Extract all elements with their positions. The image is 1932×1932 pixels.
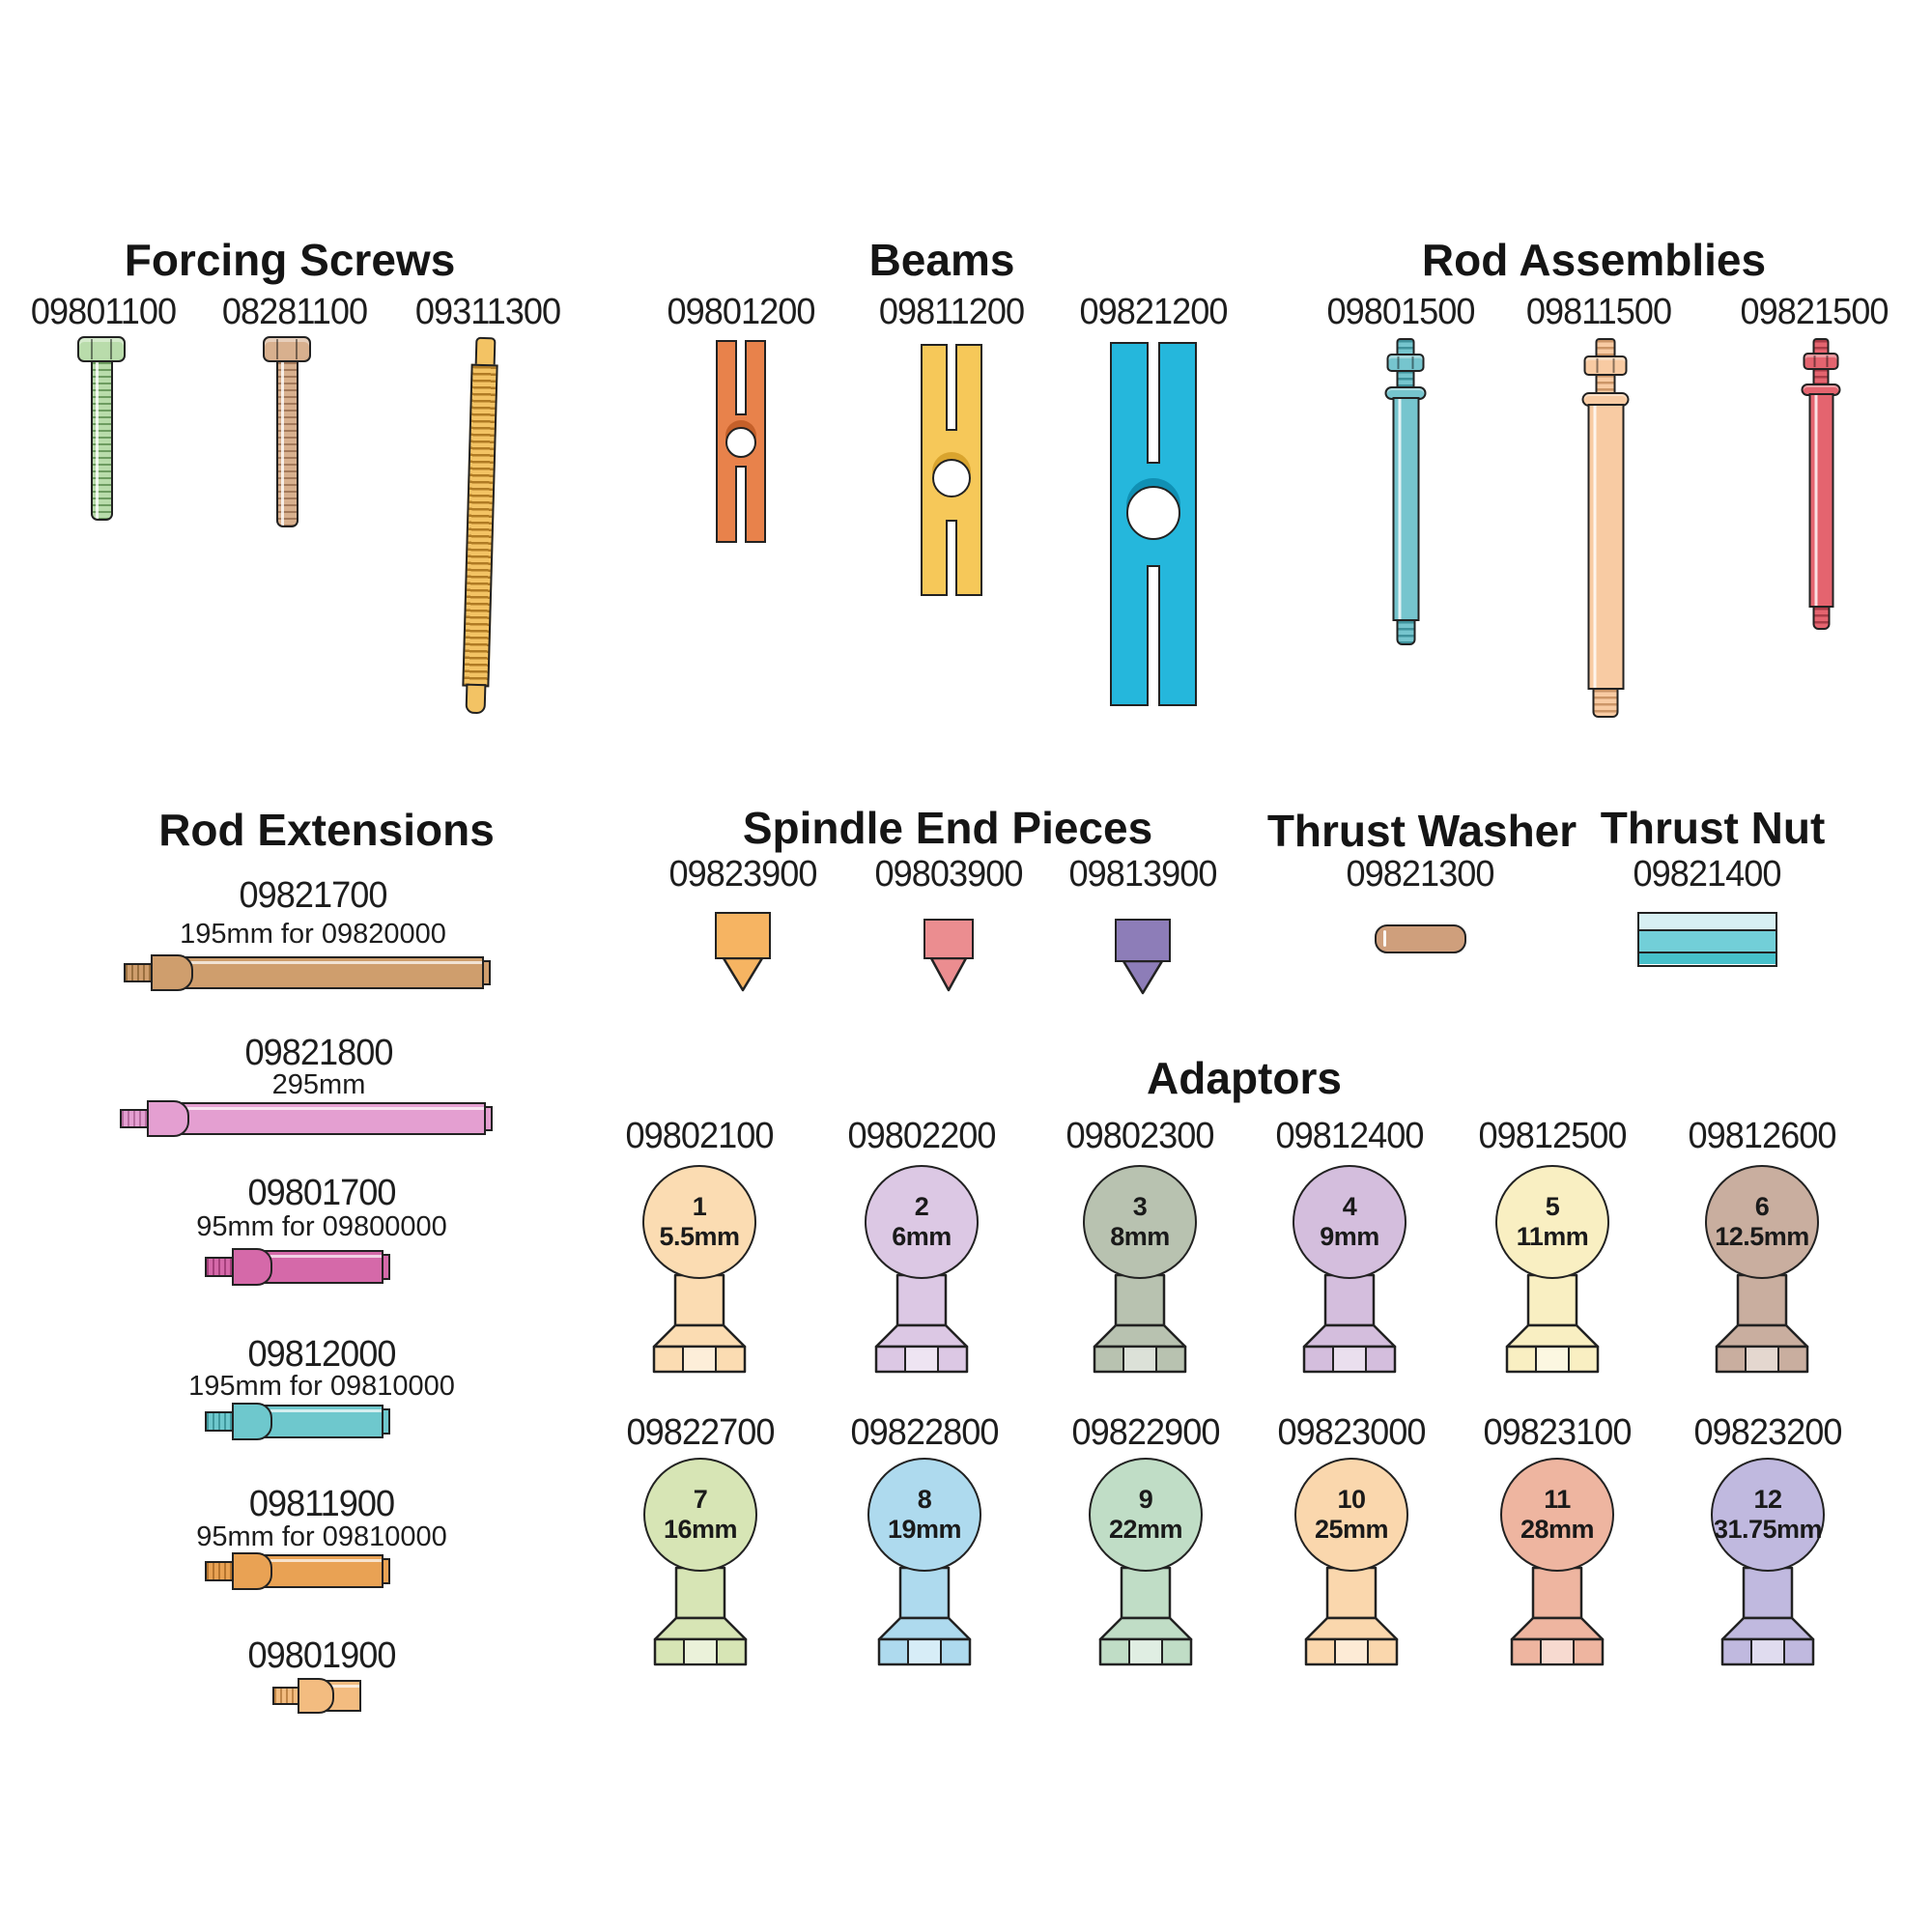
bolt-shaft [91, 360, 113, 521]
socket-cap [232, 1403, 272, 1440]
spindle-point [923, 957, 974, 992]
beam-slot [1147, 342, 1160, 464]
beam-slot [946, 520, 957, 596]
end-lip [482, 960, 491, 985]
beam-slot [1147, 565, 1160, 706]
part-number: 09823900 [668, 854, 817, 895]
part-number: 09802300 [1065, 1116, 1214, 1156]
adaptor-size: 25mm [1314, 1515, 1389, 1544]
adaptor-number: 9 [1138, 1484, 1153, 1514]
section-title-rod-assemblies: Rod Assemblies [1421, 235, 1767, 285]
adaptor-head [1089, 1458, 1203, 1572]
forcing-screw-illustration [263, 336, 311, 527]
extension-body [149, 1102, 486, 1135]
adaptor-number: 6 [1754, 1191, 1770, 1221]
part-number: 09823100 [1483, 1412, 1632, 1453]
part-caption: 95mm for 09810000 [196, 1521, 447, 1552]
part-number: 09822700 [626, 1412, 775, 1453]
part-number: 09811900 [248, 1484, 395, 1524]
socket-cap [232, 1248, 272, 1286]
threaded-tip [1812, 606, 1830, 630]
end-lip [382, 1408, 390, 1435]
beam-slot [735, 340, 747, 415]
nut [1584, 355, 1628, 376]
adaptor-illustration [1705, 1165, 1819, 1374]
adaptor-illustration [1711, 1458, 1825, 1666]
adaptor-base [876, 1566, 973, 1666]
part-number: 09821700 [239, 875, 387, 916]
threaded-tip [1396, 619, 1415, 645]
end-lip [484, 1106, 493, 1131]
adaptor-base [652, 1566, 749, 1666]
part-caption: 95mm for 09800000 [196, 1211, 447, 1242]
rod-extension-illustration [124, 956, 491, 989]
adaptor-head [1083, 1165, 1197, 1279]
threaded-section [1596, 373, 1616, 394]
adaptor-base [651, 1273, 748, 1374]
adaptor-size: 6mm [892, 1222, 952, 1251]
spindle-block [923, 919, 974, 959]
adaptor-head [642, 1165, 756, 1279]
rod-assembly-illustration [1582, 338, 1630, 718]
rod-extension-illustration [205, 1250, 390, 1284]
part-number: 09822800 [850, 1412, 999, 1453]
adaptor-number: 5 [1545, 1191, 1560, 1221]
part-number: 09801900 [247, 1635, 396, 1676]
nut-top-band [1639, 914, 1776, 929]
adaptor-head [867, 1458, 981, 1572]
nut [1804, 353, 1839, 370]
beam-hole [725, 427, 756, 458]
adaptor-size: 12.5mm [1715, 1222, 1809, 1251]
adaptor-head [865, 1165, 979, 1279]
adaptor-head [1705, 1165, 1819, 1279]
part-number: 09812400 [1275, 1116, 1424, 1156]
part-number: 09822900 [1071, 1412, 1220, 1453]
bolt-head [77, 336, 126, 362]
adaptor-size: 22mm [1108, 1515, 1183, 1544]
part-number: 09802100 [625, 1116, 774, 1156]
rod-assembly-illustration [1802, 338, 1841, 630]
adaptor-size: 19mm [887, 1515, 962, 1544]
adaptor-base [873, 1273, 970, 1374]
socket-cap [147, 1100, 189, 1137]
section-title-beams: Beams [868, 235, 1015, 285]
part-number: 09813900 [1068, 854, 1217, 895]
adaptor-illustration [1083, 1165, 1197, 1374]
adaptor-size: 16mm [663, 1515, 738, 1544]
adaptor-size: 8mm [1110, 1222, 1170, 1251]
adaptor-base [1714, 1273, 1810, 1374]
adaptor-illustration [1293, 1165, 1406, 1374]
part-number: 09801100 [30, 292, 177, 332]
adaptor-head [1500, 1458, 1614, 1572]
adaptor-base [1097, 1566, 1194, 1666]
thrust-washer-illustration [1375, 924, 1466, 953]
part-number: 09801700 [247, 1173, 396, 1213]
rod-extension-illustration [205, 1405, 390, 1438]
part-caption: 195mm for 09820000 [180, 919, 446, 950]
spindle-block [1115, 919, 1171, 962]
section-title-thrust-nut: Thrust Nut [1600, 803, 1826, 853]
adaptor-size: 11mm [1516, 1222, 1589, 1251]
beam-hole [1126, 486, 1180, 540]
adaptor-illustration [1495, 1165, 1609, 1374]
adaptor-number: 10 [1337, 1484, 1366, 1514]
socket-cap [232, 1552, 272, 1590]
adaptor-size: 31.75mm [1713, 1515, 1823, 1544]
rod-tip [465, 684, 486, 715]
nut-mid-band [1639, 929, 1776, 953]
section-title-adaptors: Adaptors [1147, 1053, 1342, 1103]
section-title-rod-extensions: Rod Extensions [158, 805, 495, 855]
socket-cap [151, 954, 193, 991]
rod-shaft [1392, 397, 1419, 621]
spindle-block [715, 912, 771, 959]
part-number: 09821400 [1633, 854, 1781, 895]
socket-cap [298, 1678, 334, 1714]
part-number: 09311300 [414, 292, 561, 332]
beam-slot [946, 344, 957, 431]
part-number: 09812600 [1688, 1116, 1836, 1156]
adaptor-number: 8 [917, 1484, 932, 1514]
part-number: 09801500 [1326, 292, 1475, 332]
bolt-head [263, 336, 311, 362]
part-number: 09803900 [874, 854, 1023, 895]
adaptor-illustration [642, 1165, 756, 1374]
adaptor-base [1303, 1566, 1400, 1666]
rod-extension-illustration [205, 1554, 390, 1588]
adaptor-head [1293, 1165, 1406, 1279]
nut [1387, 354, 1425, 372]
beam-illustration [716, 340, 766, 543]
part-number: 09823000 [1277, 1412, 1426, 1453]
adaptor-number: 11 [1544, 1484, 1571, 1514]
adaptor-head [643, 1458, 757, 1572]
rod-extension-illustration [272, 1680, 361, 1712]
part-number: 09811200 [878, 292, 1025, 332]
adaptor-illustration [1500, 1458, 1614, 1666]
part-number: 09811500 [1525, 292, 1672, 332]
part-caption: 195mm for 09810000 [188, 1371, 455, 1402]
rod-tip [474, 337, 496, 367]
part-number: 09821300 [1346, 854, 1494, 895]
spindle-end-piece-illustration [1115, 919, 1171, 995]
part-number: 09821500 [1740, 292, 1889, 332]
adaptor-number: 7 [693, 1484, 708, 1514]
adaptor-head [1294, 1458, 1408, 1572]
adaptor-size: 9mm [1320, 1222, 1379, 1251]
spindle-point [715, 957, 771, 992]
threaded-tip [1593, 688, 1619, 718]
rod-shaft [1587, 404, 1624, 690]
adaptor-size: 5.5mm [659, 1222, 740, 1251]
part-number: 09812000 [247, 1334, 396, 1375]
beam-illustration [1110, 342, 1197, 706]
section-title-forcing-screws: Forcing Screws [124, 235, 456, 285]
part-number: 09812500 [1478, 1116, 1627, 1156]
rod-assembly-illustration [1385, 338, 1427, 645]
beam-illustration [921, 344, 982, 596]
threaded-shaft [462, 363, 497, 687]
spindle-point [1115, 960, 1171, 995]
beam-hole [932, 459, 971, 497]
adaptor-base [1092, 1273, 1188, 1374]
threaded-rod-illustration [462, 337, 499, 715]
extension-body [153, 956, 484, 989]
part-number: 09801200 [667, 292, 815, 332]
section-title-spindle-end-pieces: Spindle End Pieces [742, 803, 1153, 853]
adaptor-base [1719, 1566, 1816, 1666]
adaptor-base [1301, 1273, 1398, 1374]
adaptor-base [1509, 1566, 1605, 1666]
part-number: 08281100 [221, 292, 368, 332]
adaptor-number: 4 [1342, 1191, 1357, 1221]
end-lip [382, 1254, 390, 1280]
adaptor-illustration [1294, 1458, 1408, 1666]
adaptor-number: 1 [692, 1191, 707, 1221]
adaptor-illustration [643, 1458, 757, 1666]
adaptor-size: 28mm [1520, 1515, 1595, 1544]
beam-slot [735, 466, 747, 543]
end-lip [382, 1558, 390, 1584]
rod-shaft [1808, 393, 1833, 608]
part-number: 09821200 [1079, 292, 1228, 332]
part-caption: 295mm [271, 1069, 366, 1100]
bolt-shaft [276, 360, 298, 527]
adaptor-illustration [867, 1458, 981, 1666]
adaptor-base [1504, 1273, 1601, 1374]
rod-extension-illustration [120, 1102, 493, 1135]
adaptor-head [1495, 1165, 1609, 1279]
adaptor-head [1711, 1458, 1825, 1572]
part-number: 09823200 [1693, 1412, 1842, 1453]
adaptor-number: 3 [1132, 1191, 1148, 1221]
spindle-end-piece-illustration [923, 919, 974, 992]
adaptor-number: 2 [914, 1191, 929, 1221]
adaptor-illustration [1089, 1458, 1203, 1666]
nut-bottom-band [1639, 953, 1776, 964]
spindle-end-piece-illustration [715, 912, 771, 992]
adaptor-number: 12 [1753, 1484, 1782, 1514]
forcing-screw-illustration [77, 336, 126, 521]
section-title-thrust-washer: Thrust Washer [1266, 806, 1577, 856]
part-number: 09802200 [847, 1116, 996, 1156]
part-number: 09821800 [244, 1033, 393, 1073]
thrust-nut-illustration [1637, 912, 1777, 967]
adaptor-illustration [865, 1165, 979, 1374]
